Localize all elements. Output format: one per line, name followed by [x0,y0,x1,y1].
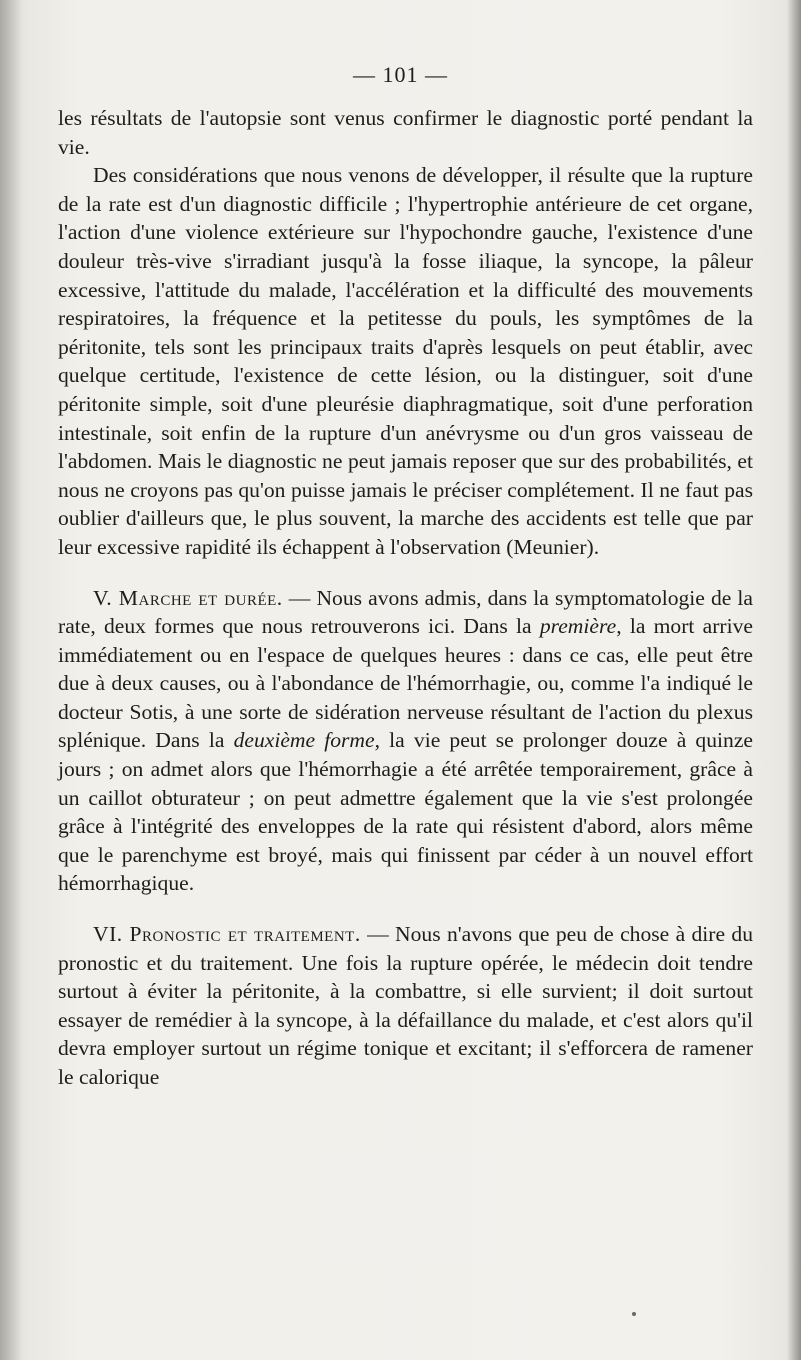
section-heading-pronostic: VI. Pronostic et traitement. [93,922,361,947]
paragraph-autopsy-conclusion: les résultats de l'autopsie sont venus confirmer le diagnostic porté pendant la vie. [58,106,753,159]
page-edge-shadow [787,0,801,1360]
emphasis-deuxieme-forme: deuxième forme [233,728,375,753]
text-segment: , la vie peut se prolonger douze à quinze jours ; on admet alors que l'hémorrhagie a été arrêtée temporairement, grâce à un caillot obturateur ; on peut admettre également que la vie s'est prolongée grâce à l'intégrité des enveloppes de la rate qui résistent d'abord, alors même que le parenchyme est broyé, mais qui finissent par céder à un nouvel effort hémorrhagique. [58,728,753,896]
ink-speck [632,1312,636,1316]
text-segment: , la mort arrive immédiatement ou en l'espace de quelques heures : dans ce cas, elle peut être due à deux causes, ou à l'abondance de l'hémorrhagie, ou, comme l'a indiqué le docteur Sotis, à une sorte de sidération nerveuse résultant de l'action du plexus splénique. Dans la [58,614,753,753]
text-segment: — Nous avons admis, dans la symptomatologie de la rate, deux formes que nous retrouverons ici. Dans la [58,585,753,639]
section-heading-marche-duree: V. Marche et durée. [93,585,283,610]
text-segment: — Nous n'avons que peu de chose à dire du pronostic et du traitement. Une fois la rupture opérée, le médecin doit tendre surtout à éviter la péritonite, à la combattre, si elle survient; il doit surtout essayer de remédier à la syncope, à la défaillance du malade, et c'est alors qu'il devra employer surtout un régime tonique et excitant; il s'efforcera de ramener le calorique [58,922,754,1089]
body-text [58,104,753,1092]
emphasis-premiere: première [539,614,617,639]
paragraph-marche-duree [58,584,753,899]
paragraph-diagnostic: Des considérations que nous venons de développer, il résulte que la rupture de la rate est d'un diagnostic difficile ; l'hypertrophie antérieure de cet organe, l'action d'une violence extérieure sur l'hypochondre gauche, l'existence d'une douleur très-vive s'irradiant jusqu'à la fosse iliaque, la syncope, la pâleur excessive, l'attitude du malade, l'accélération et la difficulté des mouvements respiratoires, la fréquence et la petitesse du pouls, les symptômes de la péritonite, tels sont les principaux traits d'après lesquels on peut établir, avec quelque certitude, l'existence de cette lésion, ou la distinguer, soit d'une péritonite simple, soit d'une pleurésie diaphragmatique, soit d'une perforation intestinale, soit enfin de la rupture d'un anévrysme ou d'un gros vaisseau de l'abdomen. Mais le diagnostic ne peut jamais reposer que sur des probabilités, et nous ne croyons pas qu'on puisse jamais le préciser complétement. Il ne faut pas oublier d'ailleurs que, le plus souvent, la marche des accidents est telle que par leur excessive rapidité ils échappent à l'observation (Meunier). [58,163,753,559]
spine-shadow [0,0,22,1360]
paragraph-pronostic-traitement [58,920,753,1092]
page-number: — 101 — [353,62,448,87]
